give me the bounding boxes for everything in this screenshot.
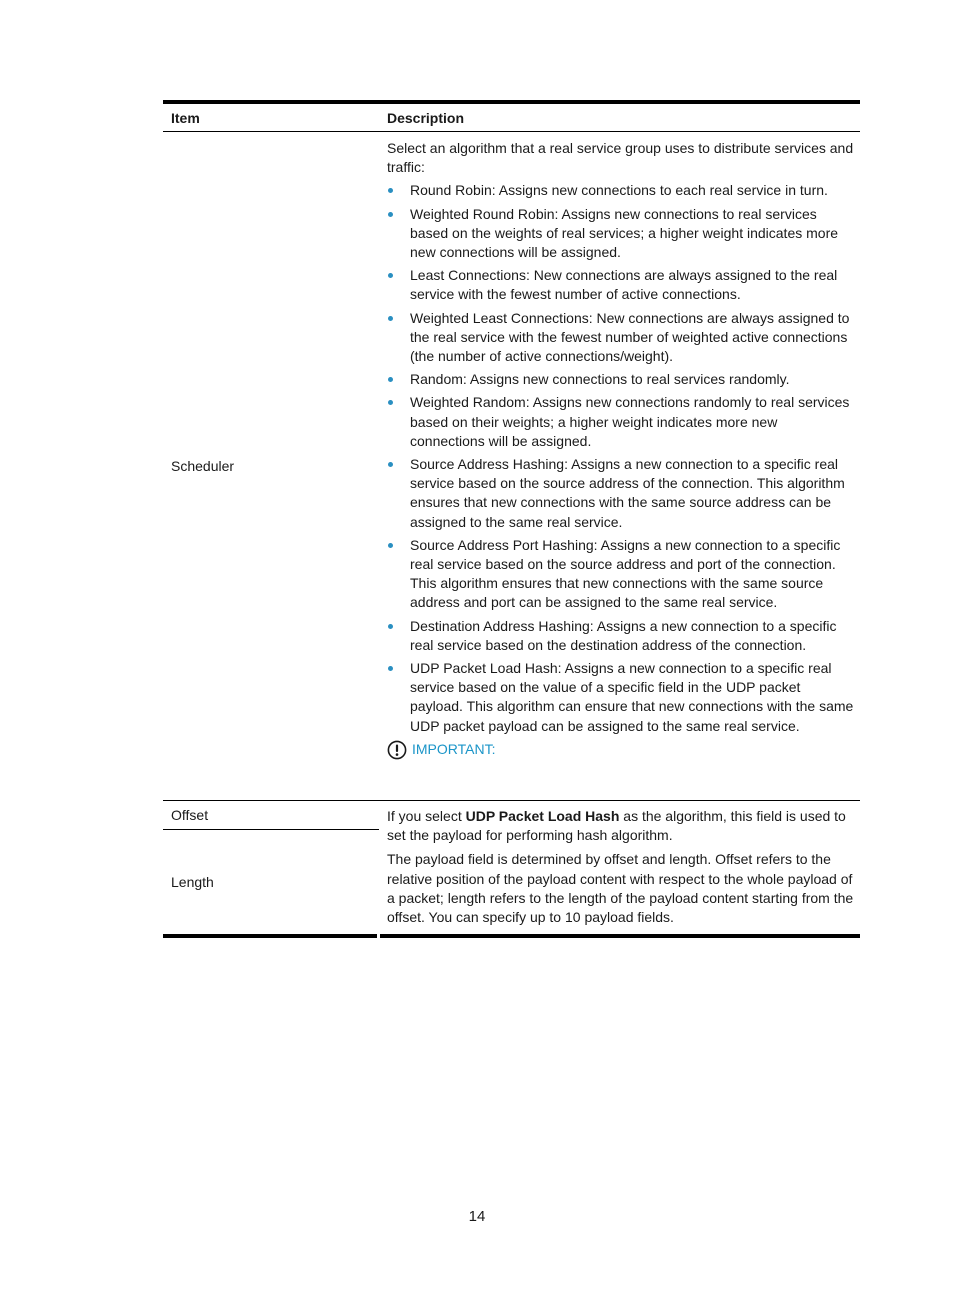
- scheduler-algorithm-list: [387, 181, 854, 735]
- list-item: Least Connections: New connections are always assigned to the real service with the fewest number of active connections.: [387, 266, 854, 304]
- para1-prefix: If you select: [387, 807, 466, 824]
- list-item: Weighted Random: Assigns new connections randomly to real services based on their weights; a higher weight indicates more new connections will be assigned.: [387, 393, 854, 451]
- table-row-scheduler: [163, 132, 860, 800]
- length-item-label: Length: [171, 873, 214, 890]
- header-item: Item: [171, 109, 200, 126]
- parameter-table: [163, 100, 860, 938]
- scheduler-item-cell: [163, 132, 379, 800]
- page-number: 14: [468, 1208, 486, 1225]
- important-notice: [387, 740, 854, 760]
- scheduler-description-cell: [379, 132, 860, 800]
- offset-item-label: Offset: [171, 806, 209, 823]
- para1-bold: UDP Packet Load Hash: [465, 807, 620, 824]
- exclamation-circle-icon: [387, 740, 407, 760]
- list-item: Round Robin: Assigns new connections to each real service in turn.: [387, 181, 854, 200]
- list-item: Weighted Round Robin: Assigns new connections to real services based on the weights of real services; a higher weight indicates more new connections will be assigned.: [387, 205, 854, 263]
- para1-suffix: as the algorithm, this field is used to set the payload for performing hash algorithm.: [387, 807, 846, 844]
- important-label: IMPORTANT:: [412, 741, 496, 758]
- list-item: Source Address Hashing: Assigns a new connection to a specific real service based on the source address of the connection. This algorithm ensures that new connections with the same source address can be assigned to the same real service.: [387, 455, 854, 532]
- list-item: Weighted Least Connections: New connections are always assigned to the real service with the fewest number of weighted active connections (the number of active connections/weight).: [387, 309, 854, 367]
- offset-item-cell: [163, 801, 379, 830]
- scheduler-item-label: Scheduler: [171, 457, 235, 474]
- scheduler-intro: Select an algorithm that a real service group uses to distribute services and traffic:: [387, 140, 854, 176]
- header-description: Description: [387, 109, 465, 126]
- offset-length-para-2: The payload field is determined by offset and length. Offset refers to the relative position of the payload content with respect to the whole payload of a packet; length refers to the length of the payload content starting from the offset. You can specify up to 10 payload fields.: [387, 851, 854, 925]
- length-item-cell: [163, 830, 379, 934]
- offset-length-item-column: [163, 801, 379, 934]
- table-bottom-rule: [163, 934, 860, 938]
- offset-length-para-1: [387, 807, 854, 845]
- list-item: UDP Packet Load Hash: Assigns a new connection to a specific real service based on the value of a specific field in the UDP packet payload. This algorithm can ensure that new connections with the same UDP packet payload can be assigned to the same real service.: [387, 659, 854, 736]
- table-header: [163, 104, 860, 132]
- list-item: Destination Address Hashing: Assigns a new connection to a specific real service based on the destination address of the connection.: [387, 617, 854, 655]
- list-item: Random: Assigns new connections to real services randomly.: [387, 370, 854, 389]
- table-row-offset-length: [163, 800, 860, 934]
- list-item: Source Address Port Hashing: Assigns a new connection to a specific real service based on the source address and port of the connection. This algorithm ensures that new connections with the same source address and port can be assigned to the same real service.: [387, 536, 854, 613]
- offset-length-description-cell: [379, 801, 860, 934]
